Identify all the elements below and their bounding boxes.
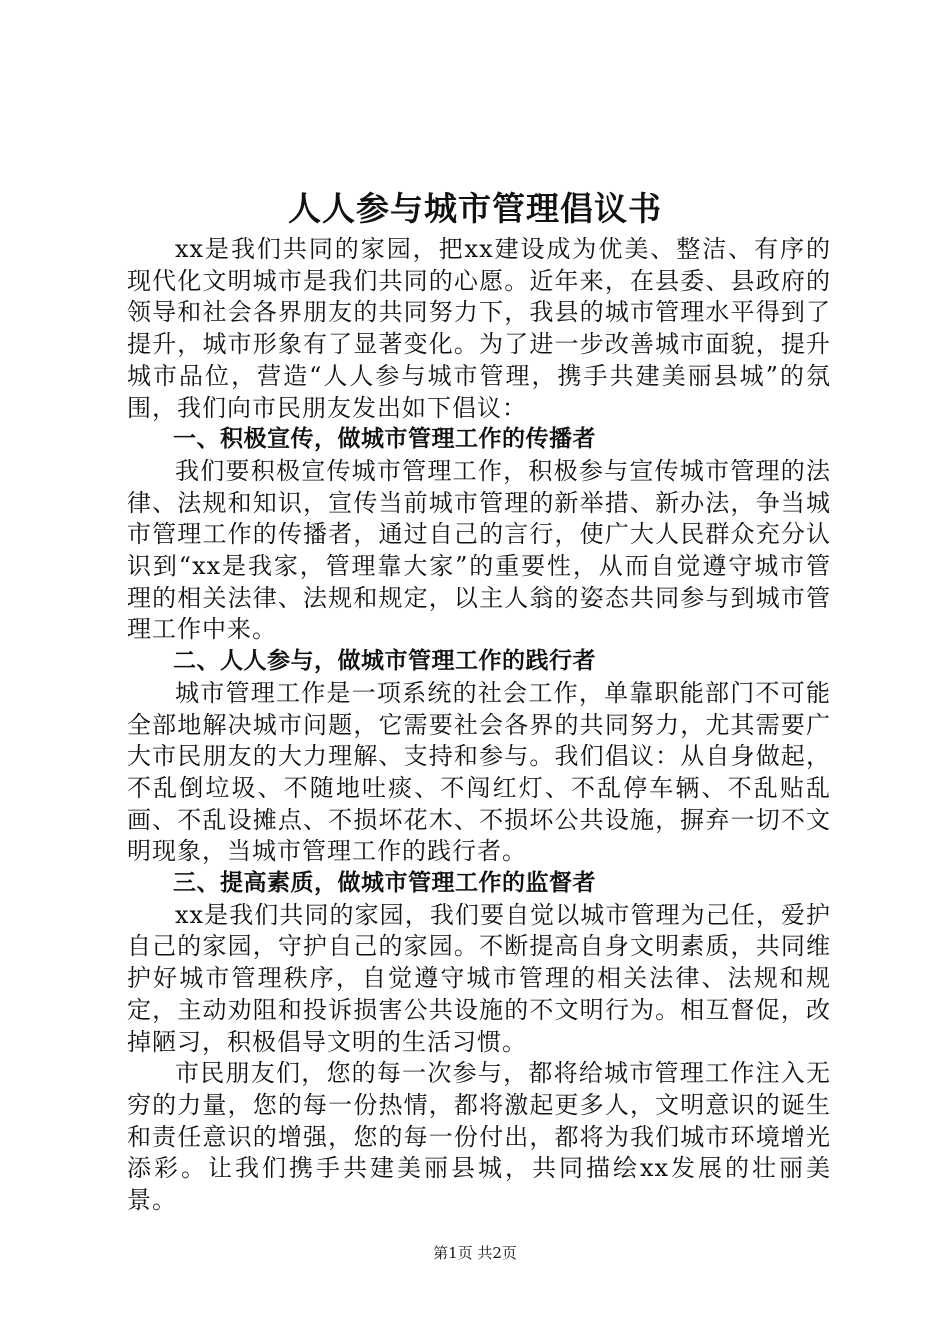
section-body-3: xx是我们共同的家园，我们要自觉以城市管理为己任，爱护自己的家园，守护自己的家园。不断提高自身文明素质，共同维护好城市管理秩序，自觉遵守城市管理的相关法律、法规和规定，主动劝阻和投诉损害公共设施的不文明行为。相互督促，改掉陋习，积极倡导文明的生活习惯。 (127, 900, 831, 1056)
document-title: 人人参与城市管理倡议书 (288, 189, 662, 228)
section-heading-1: 一、积极宣传，做城市管理工作的传播者 (173, 426, 596, 453)
intro-paragraph: xx是我们共同的家园，把xx建设成为优美、整洁、有序的现代化文明城市是我们共同的心愿。近年来，在县委、县政府的领导和社会各界朋友的共同努力下，我县的城市管理水平得到了提升，城市形象有了显著变化。为了进一步改善城市面貌，提升城市品位，营造“人人参与城市管理，携手共建美丽县城”的氛围，我们向市民朋友发出如下倡议： (127, 235, 831, 422)
section-heading-3: 三、提高素质，做城市管理工作的监督者 (173, 870, 596, 897)
page-number-footer: 第1页 共2页 (433, 1244, 517, 1262)
closing-paragraph: 市民朋友们，您的每一次参与，都将给城市管理工作注入无穷的力量，您的每一份热情，都将激起更多人，文明意识的诞生和责任意识的增强，您的每一份付出，都将为我们城市环境增光添彩。让我们携手共建美丽县城，共同描绘xx发展的壮丽美景。 (127, 1059, 831, 1215)
section-body-2: 城市管理工作是一项系统的社会工作，单靠职能部门不可能全部地解决城市问题，它需要社会各界的共同努力，尤其需要广大市民朋友的大力理解、支持和参与。我们倡议：从自身做起，不乱倒垃圾、不随地吐痰、不闯红灯、不乱停车辆、不乱贴乱画、不乱设摊点、不损坏花木、不损坏公共设施，摒弃一切不文明现象，当城市管理工作的践行者。 (127, 678, 831, 866)
document-body (127, 234, 831, 1217)
section-heading-2: 二、人人参与，做城市管理工作的践行者 (173, 648, 596, 675)
section-body-1: 我们要积极宣传城市管理工作，积极参与宣传城市管理的法律、法规和知识，宣传当前城市管理的新举措、新办法，争当城市管理工作的传播者，通过自己的言行，使广大人民群众充分认识到“xx是我家，管理靠大家”的重要性，从而自觉遵守城市管理的相关法律、法规和规定，以主人翁的姿态共同参与到城市管理工作中来。 (127, 456, 831, 644)
